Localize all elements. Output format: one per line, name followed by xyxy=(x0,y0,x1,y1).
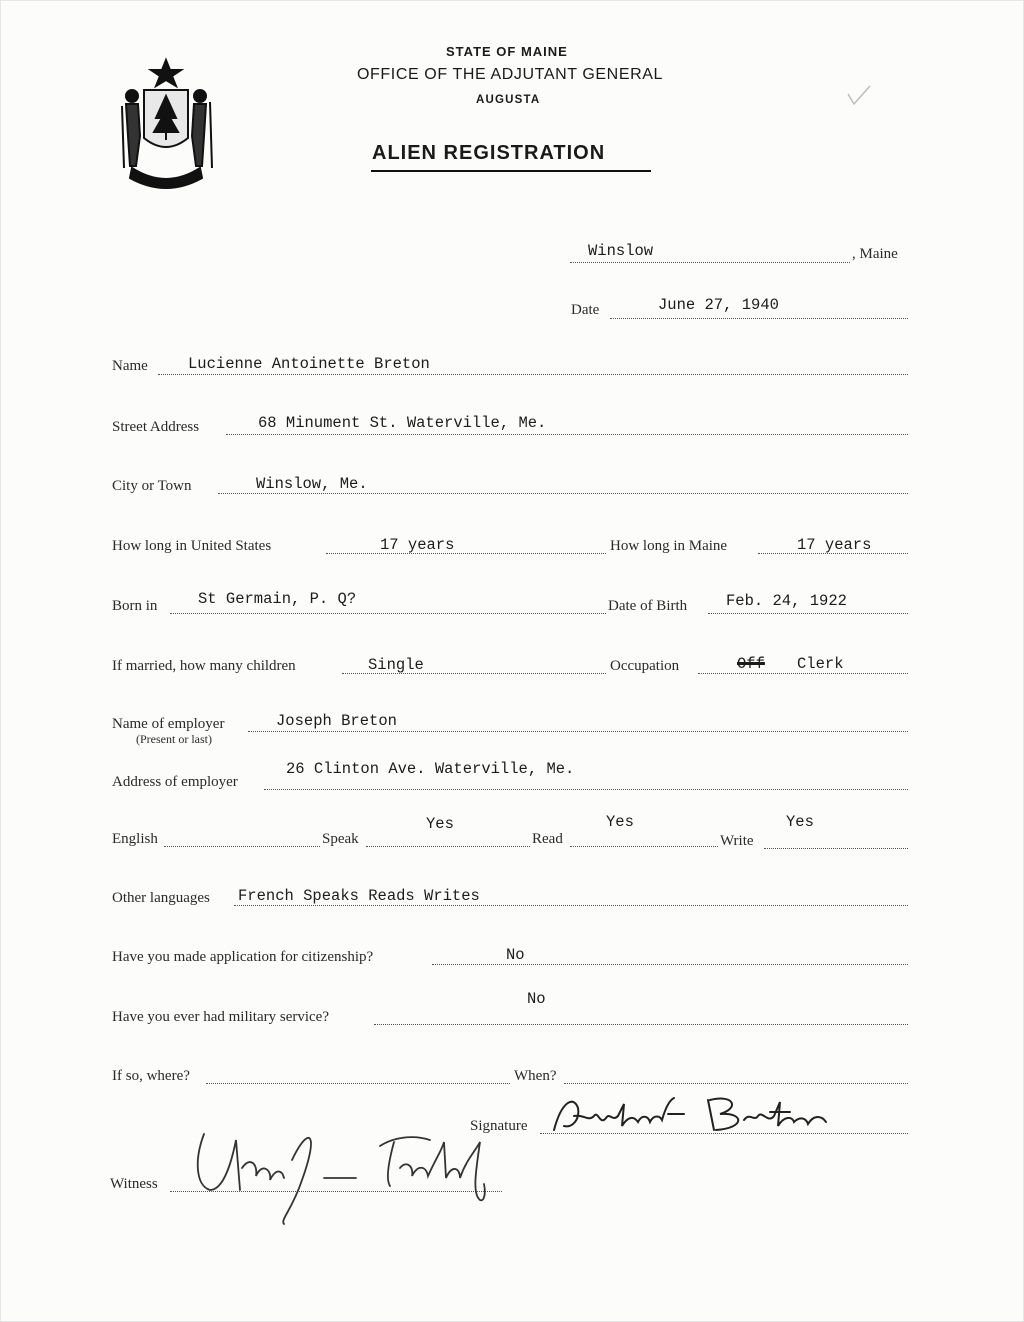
when-label: When? xyxy=(514,1068,557,1084)
english-end-line xyxy=(764,848,908,849)
when-line xyxy=(564,1083,908,1084)
occupation-line xyxy=(698,673,908,674)
city-heading: AUGUSTA xyxy=(476,94,541,106)
name-value: Lucienne Antoinette Breton xyxy=(188,355,430,373)
title-underline xyxy=(371,170,651,172)
place-town-value: Winslow xyxy=(588,242,654,260)
where-label: If so, where? xyxy=(112,1068,190,1084)
write-label: Write xyxy=(720,833,754,849)
check-mark-icon xyxy=(844,84,874,108)
street-value: 68 Minument St. Waterville, Me. xyxy=(258,414,547,432)
dob-value: Feb. 24, 1922 xyxy=(726,592,847,610)
us-years-label: How long in United States xyxy=(112,538,272,554)
date-line xyxy=(610,318,908,319)
date-value: June 27, 1940 xyxy=(658,296,779,314)
city-label: City or Town xyxy=(112,478,192,494)
name-line xyxy=(158,374,908,375)
us-years-value: 17 years xyxy=(380,536,455,554)
born-label: Born in xyxy=(112,598,158,614)
read-label: Read xyxy=(532,831,563,847)
employer-address-value: 26 Clinton Ave. Waterville, Me. xyxy=(286,760,575,778)
place-suffix: , Maine xyxy=(852,246,898,262)
witness-drawing xyxy=(180,1120,510,1230)
speak-label: Speak xyxy=(322,831,359,847)
office-heading: OFFICE OF THE ADJUTANT GENERAL xyxy=(357,66,664,83)
children-label: If married, how many children xyxy=(112,658,296,674)
us-years-line xyxy=(326,553,606,554)
street-line xyxy=(226,434,908,435)
read-value: Yes xyxy=(606,813,634,831)
employer-value: Joseph Breton xyxy=(276,712,397,730)
form-title: ALIEN REGISTRATION xyxy=(372,142,606,164)
signature-label: Signature xyxy=(470,1118,528,1134)
state-heading: STATE OF MAINE xyxy=(446,44,568,59)
maine-seal-icon xyxy=(110,56,222,190)
dob-label: Date of Birth xyxy=(608,598,688,614)
city-value: Winslow, Me. xyxy=(256,475,368,493)
name-label: Name xyxy=(112,358,148,374)
citizenship-value: No xyxy=(506,946,525,964)
street-label: Street Address xyxy=(112,419,200,435)
maine-years-label: How long in Maine xyxy=(610,538,728,554)
children-value: Single xyxy=(368,656,424,674)
employer-address-line xyxy=(264,789,908,790)
city-line xyxy=(218,493,908,494)
occupation-struck-value: Off xyxy=(737,655,765,673)
military-line xyxy=(374,1024,908,1025)
other-languages-label: Other languages xyxy=(112,890,210,906)
citizenship-line xyxy=(432,964,908,965)
witness-label: Witness xyxy=(110,1176,158,1192)
born-value: St Germain, P. Q? xyxy=(198,590,357,608)
military-value: No xyxy=(527,990,546,1008)
signature-drawing xyxy=(544,1086,864,1146)
maine-years-value: 17 years xyxy=(797,536,872,554)
english-read-line xyxy=(366,846,530,847)
employer-line xyxy=(248,731,908,732)
born-line xyxy=(170,613,606,614)
employer-sublabel: (Present or last) xyxy=(136,732,212,746)
speak-value: Yes xyxy=(426,815,454,833)
military-label: Have you ever had military service? xyxy=(112,1009,329,1025)
english-speak-line xyxy=(164,846,320,847)
date-label: Date xyxy=(571,302,600,318)
other-languages-value: French Speaks Reads Writes xyxy=(238,887,480,905)
occupation-value: Clerk xyxy=(797,655,844,673)
occupation-label: Occupation xyxy=(610,658,680,674)
dob-line xyxy=(708,613,908,614)
place-line xyxy=(570,262,850,263)
employer-label: Name of employer xyxy=(112,716,225,732)
other-languages-line xyxy=(234,905,908,906)
employer-address-label: Address of employer xyxy=(112,774,238,790)
write-value: Yes xyxy=(786,813,814,831)
citizenship-label: Have you made application for citizenship? xyxy=(112,949,374,965)
english-write-line xyxy=(570,846,718,847)
where-line xyxy=(206,1083,510,1084)
english-label: English xyxy=(112,831,158,847)
